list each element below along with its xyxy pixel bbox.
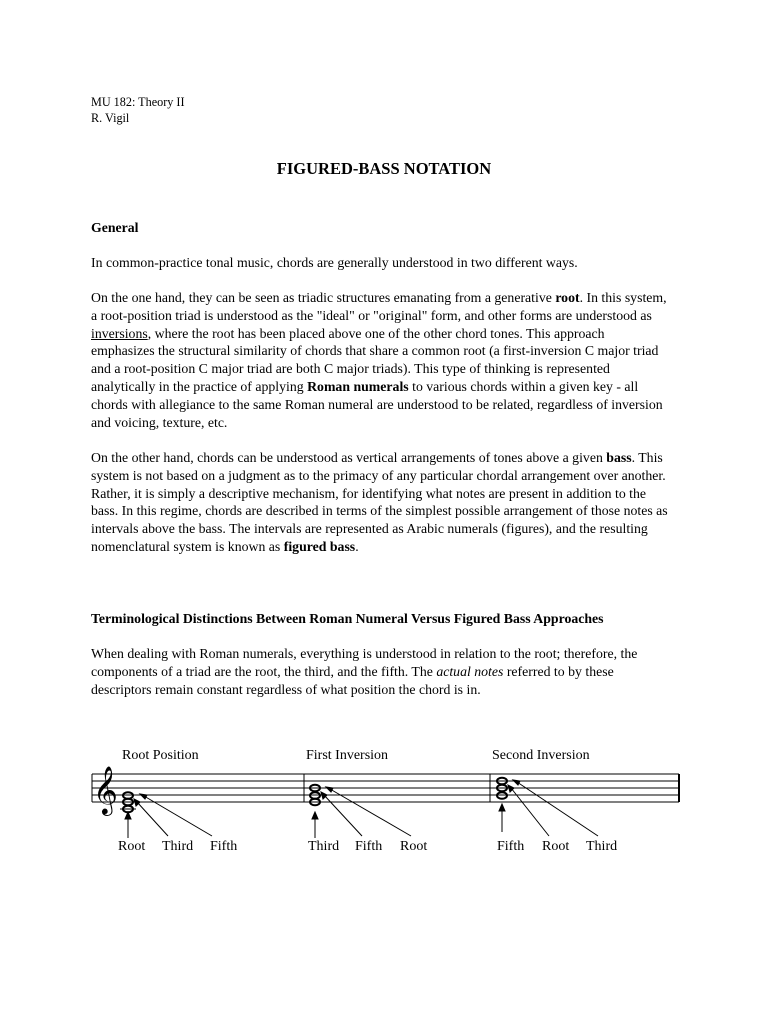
page-title: FIGURED-BASS NOTATION bbox=[276, 159, 492, 178]
chord2-label-fifth: Fifth bbox=[355, 839, 383, 854]
chord3-label-root: Root bbox=[542, 839, 570, 854]
staff-lines bbox=[92, 774, 679, 802]
course-label: MU 182: Theory II bbox=[91, 95, 185, 109]
position-label-root: Root Position bbox=[122, 748, 199, 763]
term-inversions: inversions bbox=[91, 325, 148, 341]
section-heading-general: General bbox=[91, 220, 139, 235]
paragraph-intro: In common-practice tonal music, chords are generally understood in two different ways. bbox=[91, 255, 578, 270]
position-label-second-inversion: Second Inversion bbox=[492, 748, 590, 763]
section-heading-terminology: Terminological Distinctions Between Roman Numeral Versus Figured Bass Approaches bbox=[91, 611, 604, 626]
term-bass: bass bbox=[606, 450, 632, 465]
author-label: R. Vigil bbox=[91, 111, 130, 125]
arrows-root-position bbox=[125, 794, 212, 838]
chord2-label-root: Root bbox=[400, 839, 428, 854]
position-label-first-inversion: First Inversion bbox=[306, 748, 389, 763]
chord1-label-third: Third bbox=[162, 839, 194, 854]
chord3-label-third: Third bbox=[586, 839, 618, 854]
term-figured-bass: figured bass bbox=[283, 538, 356, 554]
chord1-label-fifth: Fifth bbox=[210, 839, 238, 854]
term-actual-notes: actual notes bbox=[436, 663, 504, 679]
chord1-label-root: Root bbox=[118, 839, 146, 854]
paragraph-roman: When dealing with Roman numerals, everything is understood in relation to the root; therefore, the components of a triad are the root, the third, and the fifth. The actual notes referred to by these descriptors remain constant regardless of what position the chord is in. bbox=[91, 646, 638, 697]
chord3-label-fifth: Fifth bbox=[497, 839, 525, 854]
paragraph-bass: On the other hand, chords can be understood as vertical arrangements of tones above a given bass. This system is not based on a judgment as to the primacy of any particular chordal arrangement over another. Rather, it is simply a descriptive mechanism, for identifying what notes are present in addition to the bass. In this regime, chords are described in terms of the simplest possible arrangement of those notes as intervals above the bass. The intervals are represented as Arabic numerals (figures), and the resulting nomenclatural system is known as figured bass. bbox=[91, 450, 668, 554]
term-root: root bbox=[555, 290, 580, 305]
paragraph-root: On the one hand, they can be seen as triadic structures emanating from a generative root. In this system, a root-position triad is understood as the "ideal" or "original" form, and other forms are understood as inversions, where the root has been placed above one of the other chord tones. This approach emphasizes the structural similarity of chords that share a common root (a first-inversion C major triad and a root-position C major triad are both C major triads). This type of thinking is represented analytically in the practice of applying Roman numerals to various chords within a given key - all chords with allegiance to the same Roman numeral are understood to be related, regardless of inversion and voicing, texture, etc. bbox=[91, 290, 667, 430]
treble-clef-icon: 𝄞 bbox=[93, 765, 118, 814]
chord2-label-third: Third bbox=[308, 839, 340, 854]
term-roman-numerals: Roman numerals bbox=[307, 378, 409, 394]
